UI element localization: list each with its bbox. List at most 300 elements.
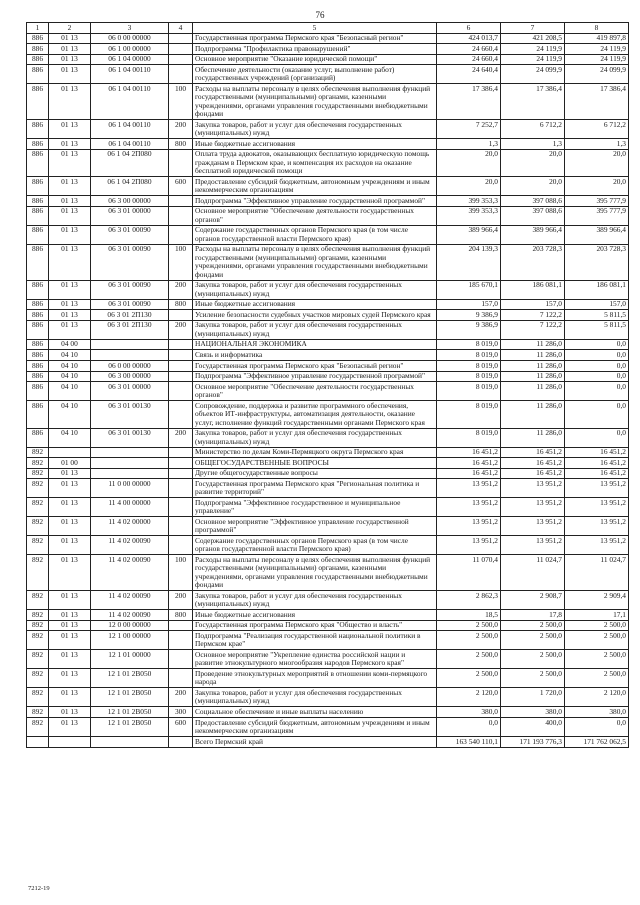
- section-code-cell: 04 10: [49, 371, 91, 382]
- amount-year2-cell: 17,8: [501, 610, 565, 621]
- admin-code-cell: 892: [27, 669, 49, 688]
- amount-year1-cell: 8 019,0: [437, 428, 501, 447]
- admin-code-cell: 892: [27, 610, 49, 621]
- item-name-cell: Подпрограмма "Эффективное управление государственной программой": [193, 371, 437, 382]
- expense-type-cell: [169, 360, 193, 371]
- column-header: 8: [565, 23, 629, 34]
- amount-year1-cell: 399 353,3: [437, 206, 501, 225]
- article-code-cell: [91, 458, 169, 469]
- item-name-cell: Содержание государственных органов Пермского края (в том числе органов государственной власти Пермского края): [193, 536, 437, 555]
- item-name-cell: Закупка товаров, работ и услуг для обеспечения государственных (муниципальных) нужд: [193, 428, 437, 447]
- table-row: [27, 401, 629, 428]
- amount-year3-cell: 2 500,0: [565, 669, 629, 688]
- table-row: [27, 669, 629, 688]
- section-code-cell: 01 13: [49, 320, 91, 339]
- expense-type-cell: 200: [169, 120, 193, 139]
- amount-year1-cell: 16 451,2: [437, 447, 501, 458]
- admin-code-cell: 892: [27, 517, 49, 536]
- admin-code-cell: 892: [27, 717, 49, 736]
- section-code-cell: 01 13: [49, 536, 91, 555]
- table-row: [27, 339, 629, 350]
- amount-year2-cell: 13 951,2: [501, 479, 565, 498]
- expense-type-cell: [169, 669, 193, 688]
- expense-type-cell: [169, 401, 193, 428]
- section-code-cell: 04 10: [49, 350, 91, 361]
- amount-year3-cell: 24 119,9: [565, 44, 629, 55]
- admin-code-cell: 892: [27, 591, 49, 610]
- amount-year2-cell: 397 088,6: [501, 196, 565, 207]
- item-name-cell: Государственная программа Пермского края "Безопасный регион": [193, 360, 437, 371]
- table-row: [27, 299, 629, 310]
- item-name-cell: Закупка товаров, работ и услуг для обеспечения государственных (муниципальных) нужд: [193, 591, 437, 610]
- amount-year3-cell: 0,0: [565, 360, 629, 371]
- section-code-cell: 01 13: [49, 280, 91, 299]
- section-code-cell: [49, 447, 91, 458]
- section-code-cell: 01 13: [49, 225, 91, 244]
- amount-year2-cell: 7 122,2: [501, 320, 565, 339]
- expense-type-cell: [169, 458, 193, 469]
- item-name-cell: Основное мероприятие "Обеспечение деятельности государственных органов": [193, 382, 437, 401]
- amount-year3-cell: 2 500,0: [565, 620, 629, 631]
- section-code-cell: 01 13: [49, 65, 91, 84]
- table-row: [27, 371, 629, 382]
- amount-year1-cell: 0,0: [437, 717, 501, 736]
- amount-year3-cell: 2 120,0: [565, 688, 629, 707]
- article-code-cell: 12 1 01 2В050: [91, 669, 169, 688]
- article-code-cell: 06 1 04 00110: [91, 84, 169, 120]
- amount-year2-cell: 16 451,2: [501, 447, 565, 458]
- table-row: [27, 517, 629, 536]
- column-header: 3: [91, 23, 169, 34]
- amount-year2-cell: 2 500,0: [501, 620, 565, 631]
- item-name-cell: Проведение этнокультурных мероприятий в отношении коми-пермяцкого народа: [193, 669, 437, 688]
- expense-type-cell: 200: [169, 428, 193, 447]
- table-row: [27, 33, 629, 44]
- expense-type-cell: [169, 620, 193, 631]
- amount-year1-cell: 16 451,2: [437, 468, 501, 479]
- table-row: [27, 428, 629, 447]
- table-row: [27, 177, 629, 196]
- admin-code-cell: 886: [27, 33, 49, 44]
- section-code-cell: 01 13: [49, 591, 91, 610]
- amount-year1-cell: 8 019,0: [437, 360, 501, 371]
- admin-code-cell: 892: [27, 468, 49, 479]
- expense-type-cell: 800: [169, 299, 193, 310]
- article-code-cell: 06 3 01 00000: [91, 206, 169, 225]
- amount-year1-cell: 389 966,4: [437, 225, 501, 244]
- amount-year3-cell: 13 951,2: [565, 536, 629, 555]
- article-code-cell: 06 3 01 00130: [91, 401, 169, 428]
- table-row: [27, 458, 629, 469]
- amount-year2-cell: 203 728,3: [501, 244, 565, 280]
- table-row: [27, 555, 629, 591]
- article-code-cell: 06 3 01 2П130: [91, 310, 169, 321]
- amount-year3-cell: 419 897,8: [565, 33, 629, 44]
- amount-year1-cell: 8 019,0: [437, 371, 501, 382]
- amount-year1-cell: 163 540 110,1: [437, 736, 501, 747]
- admin-code-cell: 886: [27, 320, 49, 339]
- amount-year2-cell: 2 908,7: [501, 591, 565, 610]
- section-code-cell: 04 10: [49, 428, 91, 447]
- amount-year3-cell: 11 024,7: [565, 555, 629, 591]
- table-row: [27, 736, 629, 747]
- table-row: [27, 84, 629, 120]
- section-code-cell: 04 10: [49, 401, 91, 428]
- amount-year1-cell: 20,0: [437, 149, 501, 176]
- admin-code-cell: 886: [27, 299, 49, 310]
- amount-year1-cell: 424 013,7: [437, 33, 501, 44]
- article-code-cell: [91, 468, 169, 479]
- section-code-cell: 01 13: [49, 33, 91, 44]
- expense-type-cell: [169, 736, 193, 747]
- amount-year3-cell: 186 081,1: [565, 280, 629, 299]
- section-code-cell: 04 10: [49, 360, 91, 371]
- article-code-cell: [91, 350, 169, 361]
- item-name-cell: Основное мероприятие "Обеспечение деятельности государственных органов": [193, 206, 437, 225]
- amount-year3-cell: 0,0: [565, 339, 629, 350]
- table-row: [27, 360, 629, 371]
- admin-code-cell: 886: [27, 371, 49, 382]
- expense-type-cell: [169, 65, 193, 84]
- amount-year3-cell: 171 762 062,5: [565, 736, 629, 747]
- article-code-cell: 12 1 00 00000: [91, 631, 169, 650]
- table-row: [27, 206, 629, 225]
- amount-year2-cell: 20,0: [501, 177, 565, 196]
- expense-type-cell: 200: [169, 320, 193, 339]
- item-name-cell: Государственная программа Пермского края "Безопасный регион": [193, 33, 437, 44]
- expense-type-cell: [169, 206, 193, 225]
- expense-type-cell: [169, 310, 193, 321]
- amount-year2-cell: 11 286,0: [501, 339, 565, 350]
- amount-year3-cell: 203 728,3: [565, 244, 629, 280]
- amount-year1-cell: 13 951,2: [437, 498, 501, 517]
- section-code-cell: 01 13: [49, 244, 91, 280]
- table-row: [27, 717, 629, 736]
- expense-type-cell: [169, 44, 193, 55]
- amount-year1-cell: 185 670,1: [437, 280, 501, 299]
- expense-type-cell: [169, 631, 193, 650]
- admin-code-cell: 886: [27, 401, 49, 428]
- amount-year3-cell: 389 966,4: [565, 225, 629, 244]
- section-code-cell: 04 10: [49, 382, 91, 401]
- item-name-cell: Государственная программа Пермского края "Общество и власть": [193, 620, 437, 631]
- amount-year1-cell: 399 353,3: [437, 196, 501, 207]
- expense-type-cell: 600: [169, 717, 193, 736]
- amount-year2-cell: 13 951,2: [501, 536, 565, 555]
- amount-year3-cell: 395 777,9: [565, 196, 629, 207]
- table-row: [27, 54, 629, 65]
- amount-year1-cell: 2 862,3: [437, 591, 501, 610]
- item-name-cell: Основное мероприятие "Оказание юридической помощи": [193, 54, 437, 65]
- table-row: [27, 149, 629, 176]
- table-row: [27, 244, 629, 280]
- amount-year1-cell: 24 660,4: [437, 54, 501, 65]
- admin-code-cell: 886: [27, 360, 49, 371]
- item-name-cell: Подпрограмма "Реализация государственной национальной политики в Пермском крае": [193, 631, 437, 650]
- item-name-cell: Предоставление субсидий бюджетным, автономным учреждениям и иным некоммерческим организациям: [193, 717, 437, 736]
- article-code-cell: 06 3 01 00090: [91, 280, 169, 299]
- article-code-cell: 06 3 00 00000: [91, 371, 169, 382]
- amount-year2-cell: 171 193 776,3: [501, 736, 565, 747]
- article-code-cell: 11 0 00 00000: [91, 479, 169, 498]
- item-name-cell: Закупка товаров, работ и услуг для обеспечения государственных (муниципальных) нужд: [193, 688, 437, 707]
- article-code-cell: 06 3 01 00090: [91, 244, 169, 280]
- amount-year2-cell: 186 081,1: [501, 280, 565, 299]
- amount-year3-cell: 20,0: [565, 149, 629, 176]
- column-header: 1: [27, 23, 49, 34]
- table-row: [27, 650, 629, 669]
- item-name-cell: ОБЩЕГОСУДАРСТВЕННЫЕ ВОПРОСЫ: [193, 458, 437, 469]
- admin-code-cell: 892: [27, 631, 49, 650]
- amount-year3-cell: 13 951,2: [565, 479, 629, 498]
- amount-year1-cell: 2 500,0: [437, 620, 501, 631]
- amount-year1-cell: 13 951,2: [437, 517, 501, 536]
- amount-year2-cell: 11 024,7: [501, 555, 565, 591]
- section-code-cell: 01 13: [49, 468, 91, 479]
- table-row: [27, 620, 629, 631]
- item-name-cell: Иные бюджетные ассигнования: [193, 299, 437, 310]
- section-code-cell: 01 13: [49, 196, 91, 207]
- section-code-cell: 01 13: [49, 717, 91, 736]
- amount-year2-cell: 6 712,2: [501, 120, 565, 139]
- amount-year2-cell: 1 720,0: [501, 688, 565, 707]
- expense-type-cell: [169, 536, 193, 555]
- expense-type-cell: [169, 468, 193, 479]
- admin-code-cell: 892: [27, 447, 49, 458]
- section-code-cell: 01 13: [49, 54, 91, 65]
- admin-code-cell: 892: [27, 536, 49, 555]
- amount-year3-cell: 2 500,0: [565, 631, 629, 650]
- admin-code-cell: 886: [27, 139, 49, 150]
- admin-code-cell: 886: [27, 225, 49, 244]
- expense-type-cell: [169, 479, 193, 498]
- section-code-cell: 01 13: [49, 688, 91, 707]
- item-name-cell: Закупка товаров, работ и услуг для обеспечения государственных (муниципальных) нужд: [193, 320, 437, 339]
- section-code-cell: 01 13: [49, 299, 91, 310]
- amount-year2-cell: 157,0: [501, 299, 565, 310]
- expense-type-cell: 800: [169, 610, 193, 621]
- section-code-cell: 01 13: [49, 84, 91, 120]
- amount-year1-cell: 16 451,2: [437, 458, 501, 469]
- amount-year2-cell: 11 286,0: [501, 382, 565, 401]
- article-code-cell: 06 1 04 2П080: [91, 149, 169, 176]
- amount-year2-cell: 11 286,0: [501, 401, 565, 428]
- section-code-cell: 01 00: [49, 458, 91, 469]
- article-code-cell: 12 1 01 2В050: [91, 688, 169, 707]
- table-row: [27, 196, 629, 207]
- admin-code-cell: 892: [27, 620, 49, 631]
- table-row: [27, 139, 629, 150]
- amount-year2-cell: 400,0: [501, 717, 565, 736]
- table-row: [27, 280, 629, 299]
- admin-code-cell: 886: [27, 310, 49, 321]
- amount-year1-cell: 2 120,0: [437, 688, 501, 707]
- item-name-cell: Основное мероприятие "Эффективное управление государственной программой": [193, 517, 437, 536]
- expense-type-cell: [169, 382, 193, 401]
- amount-year3-cell: 0,0: [565, 371, 629, 382]
- amount-year1-cell: 380,0: [437, 707, 501, 718]
- expense-type-cell: 800: [169, 139, 193, 150]
- admin-code-cell: 886: [27, 382, 49, 401]
- amount-year3-cell: 5 811,5: [565, 310, 629, 321]
- item-name-cell: Иные бюджетные ассигнования: [193, 610, 437, 621]
- section-code-cell: 01 13: [49, 139, 91, 150]
- admin-code-cell: 886: [27, 196, 49, 207]
- amount-year2-cell: 16 451,2: [501, 468, 565, 479]
- admin-code-cell: 892: [27, 458, 49, 469]
- amount-year1-cell: 9 386,9: [437, 310, 501, 321]
- article-code-cell: 06 3 01 00090: [91, 225, 169, 244]
- item-name-cell: Государственная программа Пермского края "Региональная политика и развитие территорий": [193, 479, 437, 498]
- admin-code-cell: 886: [27, 84, 49, 120]
- amount-year2-cell: 397 088,6: [501, 206, 565, 225]
- amount-year2-cell: 2 500,0: [501, 631, 565, 650]
- amount-year1-cell: 20,0: [437, 177, 501, 196]
- amount-year3-cell: 17 386,4: [565, 84, 629, 120]
- amount-year2-cell: 421 208,5: [501, 33, 565, 44]
- amount-year3-cell: 2 500,0: [565, 650, 629, 669]
- expense-type-cell: [169, 54, 193, 65]
- expense-type-cell: 100: [169, 84, 193, 120]
- amount-year1-cell: 13 951,2: [437, 536, 501, 555]
- admin-code-cell: 886: [27, 44, 49, 55]
- table-row: [27, 631, 629, 650]
- section-code-cell: 01 13: [49, 479, 91, 498]
- amount-year1-cell: 2 500,0: [437, 650, 501, 669]
- section-code-cell: 01 13: [49, 669, 91, 688]
- expense-type-cell: 200: [169, 688, 193, 707]
- amount-year3-cell: 380,0: [565, 707, 629, 718]
- amount-year1-cell: 13 951,2: [437, 479, 501, 498]
- admin-code-cell: 886: [27, 149, 49, 176]
- admin-code-cell: 892: [27, 498, 49, 517]
- expense-type-cell: 100: [169, 244, 193, 280]
- expense-type-cell: 100: [169, 555, 193, 591]
- article-code-cell: [91, 447, 169, 458]
- article-code-cell: 06 3 01 00130: [91, 428, 169, 447]
- section-code-cell: 01 13: [49, 610, 91, 621]
- article-code-cell: 06 1 04 00110: [91, 139, 169, 150]
- section-code-cell: [49, 736, 91, 747]
- expense-type-cell: 200: [169, 280, 193, 299]
- expense-type-cell: [169, 447, 193, 458]
- amount-year3-cell: 17,1: [565, 610, 629, 621]
- amount-year1-cell: 2 500,0: [437, 669, 501, 688]
- table-row: [27, 591, 629, 610]
- expense-type-cell: 600: [169, 177, 193, 196]
- section-code-cell: 01 13: [49, 206, 91, 225]
- table-row: [27, 468, 629, 479]
- amount-year2-cell: 11 286,0: [501, 350, 565, 361]
- amount-year3-cell: 157,0: [565, 299, 629, 310]
- amount-year2-cell: 11 286,0: [501, 428, 565, 447]
- amount-year1-cell: 8 019,0: [437, 382, 501, 401]
- expense-type-cell: [169, 498, 193, 517]
- table-row: [27, 479, 629, 498]
- item-name-cell: Усиление безопасности судебных участков мировых судей Пермского края: [193, 310, 437, 321]
- amount-year1-cell: 8 019,0: [437, 350, 501, 361]
- amount-year2-cell: 11 286,0: [501, 360, 565, 371]
- header-row: [27, 23, 629, 34]
- expense-type-cell: [169, 350, 193, 361]
- column-header: 4: [169, 23, 193, 34]
- amount-year1-cell: 11 070,4: [437, 555, 501, 591]
- expense-type-cell: [169, 371, 193, 382]
- item-name-cell: Подпрограмма "Эффективное государственное и муниципальное управление": [193, 498, 437, 517]
- amount-year3-cell: 16 451,2: [565, 468, 629, 479]
- section-code-cell: 01 13: [49, 555, 91, 591]
- amount-year2-cell: 1,3: [501, 139, 565, 150]
- amount-year3-cell: 0,0: [565, 717, 629, 736]
- expense-type-cell: [169, 339, 193, 350]
- item-name-cell: Расходы на выплаты персоналу в целях обеспечения выполнения функций государственными (муниципальными) органами, казенными учреждениями, органами управления государственными внебюджетными фондами: [193, 555, 437, 591]
- table-header: [27, 23, 629, 34]
- amount-year2-cell: 2 500,0: [501, 650, 565, 669]
- table-row: [27, 707, 629, 718]
- column-header: 6: [437, 23, 501, 34]
- expense-type-cell: [169, 650, 193, 669]
- admin-code-cell: 886: [27, 350, 49, 361]
- article-code-cell: 12 1 01 2В050: [91, 717, 169, 736]
- amount-year3-cell: 0,0: [565, 350, 629, 361]
- amount-year1-cell: 1,3: [437, 139, 501, 150]
- amount-year2-cell: 16 451,2: [501, 458, 565, 469]
- item-name-cell: Министерство по делам Коми-Пермяцкого округа Пермского края: [193, 447, 437, 458]
- amount-year3-cell: 20,0: [565, 177, 629, 196]
- amount-year1-cell: 204 139,3: [437, 244, 501, 280]
- amount-year3-cell: 1,3: [565, 139, 629, 150]
- amount-year3-cell: 16 451,2: [565, 458, 629, 469]
- amount-year2-cell: 20,0: [501, 149, 565, 176]
- amount-year2-cell: 17 386,4: [501, 84, 565, 120]
- item-name-cell: Всего Пермский край: [193, 736, 437, 747]
- article-code-cell: 11 4 02 00000: [91, 517, 169, 536]
- table-row: [27, 688, 629, 707]
- amount-year1-cell: 8 019,0: [437, 401, 501, 428]
- amount-year3-cell: 6 712,2: [565, 120, 629, 139]
- article-code-cell: 06 1 04 2П080: [91, 177, 169, 196]
- amount-year3-cell: 13 951,2: [565, 498, 629, 517]
- expense-type-cell: 200: [169, 591, 193, 610]
- column-header: 5: [193, 23, 437, 34]
- table-row: [27, 120, 629, 139]
- article-code-cell: 06 1 00 00000: [91, 44, 169, 55]
- amount-year1-cell: 8 019,0: [437, 339, 501, 350]
- expense-type-cell: [169, 149, 193, 176]
- section-code-cell: 01 13: [49, 120, 91, 139]
- admin-code-cell: 886: [27, 206, 49, 225]
- amount-year2-cell: 13 951,2: [501, 498, 565, 517]
- amount-year2-cell: 24 119,9: [501, 44, 565, 55]
- item-name-cell: Подпрограмма "Профилактика правонарушений": [193, 44, 437, 55]
- item-name-cell: Закупка товаров, работ и услуг для обеспечения государственных (муниципальных) нужд: [193, 280, 437, 299]
- section-code-cell: 01 13: [49, 620, 91, 631]
- admin-code-cell: [27, 736, 49, 747]
- amount-year3-cell: 395 777,9: [565, 206, 629, 225]
- section-code-cell: 01 13: [49, 498, 91, 517]
- article-code-cell: 06 0 00 00000: [91, 360, 169, 371]
- article-code-cell: 11 4 02 00090: [91, 536, 169, 555]
- item-name-cell: Содержание государственных органов Пермского края (в том числе органов государственной власти Пермского края): [193, 225, 437, 244]
- article-code-cell: 06 3 01 00000: [91, 382, 169, 401]
- amount-year1-cell: 2 500,0: [437, 631, 501, 650]
- article-code-cell: 06 1 04 00000: [91, 54, 169, 65]
- amount-year3-cell: 5 811,5: [565, 320, 629, 339]
- amount-year3-cell: 0,0: [565, 428, 629, 447]
- amount-year2-cell: 24 119,9: [501, 54, 565, 65]
- expense-type-cell: [169, 225, 193, 244]
- amount-year2-cell: 11 286,0: [501, 371, 565, 382]
